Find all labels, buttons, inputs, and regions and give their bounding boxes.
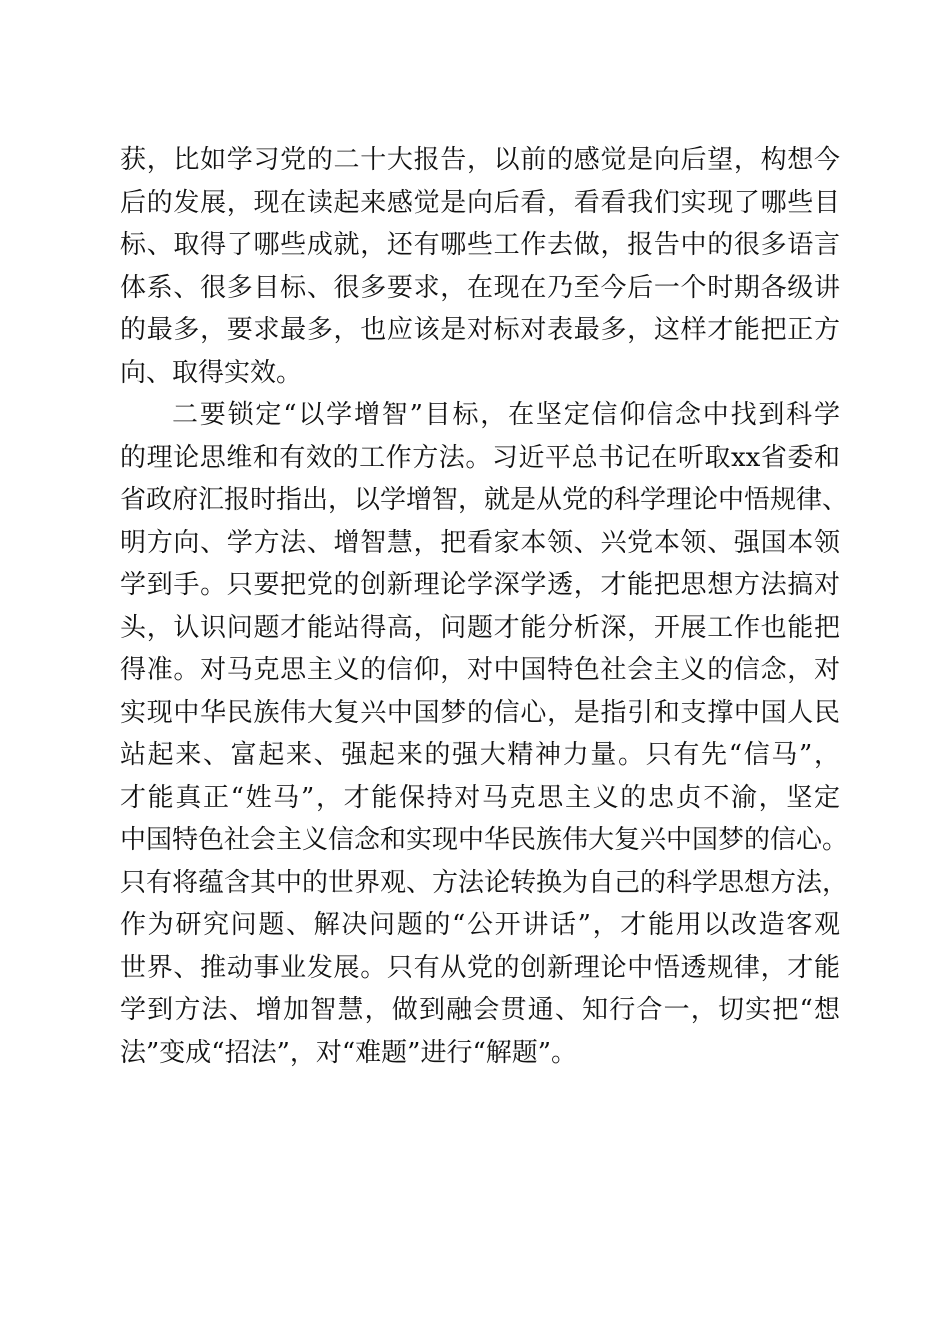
paragraph-line: 只有将蕴含其中的世界观、方法论转换为自己的科学思想方法， xyxy=(120,867,849,898)
paragraph-line: 学到手。只要把党的创新理论学深学透，才能把思想方法搞对 xyxy=(120,570,840,600)
paragraph-line: 后的发展，现在读起来感觉是向后看，看看我们实现了哪些目 xyxy=(120,187,840,218)
paragraph-line: 获，比如学习党的二十大报告，以前的感觉是向后望，构想今 xyxy=(120,145,840,175)
paragraph-line: 中国特色社会主义信念和实现中华民族伟大复兴中国梦的信心。 xyxy=(120,825,849,855)
paragraph-line: 向、取得实效。 xyxy=(120,357,303,388)
paragraph-line: 法”变成“招法”，对“难题”进行“解题”。 xyxy=(120,1037,578,1068)
paragraph-line: 省政府汇报时指出，以学增智，就是从党的科学理论中悟规律、 xyxy=(120,485,849,515)
paragraph-line: 体系、很多目标、很多要求，在现在乃至今后一个时期各级讲 xyxy=(120,272,840,303)
paragraph-line: 的理论思维和有效的工作方法。习近平总书记在听取xx省委和 xyxy=(120,442,840,473)
paragraph-line: 才能真正“姓马”，才能保持对马克思主义的忠贞不渝，坚定 xyxy=(120,782,840,813)
paragraph-1 xyxy=(120,139,840,394)
paragraph-line: 的最多，要求最多，也应该是对标对表最多，这样才能把正方 xyxy=(120,315,840,345)
paragraph-line: 得准。对马克思主义的信仰，对中国特色社会主义的信念，对 xyxy=(120,655,840,685)
paragraph-line: 二要锁定“以学增智”目标，在坚定信仰信念中找到科学 xyxy=(172,400,840,430)
paragraph-line: 世界、推动事业发展。只有从党的创新理论中悟透规律，才能 xyxy=(120,952,840,983)
paragraph-line: 站起来、富起来、强起来的强大精神力量。只有先“信马”， xyxy=(120,740,840,770)
paragraph-line: 标、取得了哪些成就，还有哪些工作去做，报告中的很多语言 xyxy=(120,230,840,260)
paragraph-line: 头，认识问题才能站得高，问题才能分析深，开展工作也能把 xyxy=(120,612,840,643)
paragraph-line: 实现中华民族伟大复兴中国梦的信心，是指引和支撑中国人民 xyxy=(120,697,840,728)
paragraph-line: 明方向、学方法、增智慧，把看家本领、兴党本领、强国本领 xyxy=(120,527,840,558)
paragraph-line: 学到方法、增加智慧，做到融会贯通、知行合一，切实把“想 xyxy=(120,995,840,1025)
paragraph-2 xyxy=(120,394,849,1074)
paragraph-line: 作为研究问题、解决问题的“公开讲话”，才能用以改造客观 xyxy=(120,910,840,940)
document-body xyxy=(120,139,849,1074)
